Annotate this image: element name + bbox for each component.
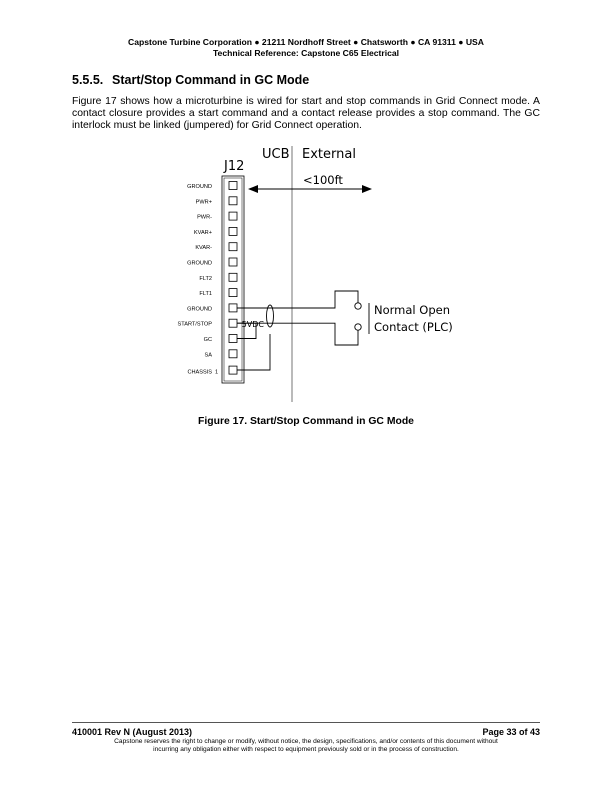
chassis-pin-number: 1 [215,369,219,376]
pin-label: START/STOP [177,321,212,328]
pin-terminal [229,258,237,266]
pin-label: PWR+ [195,199,212,206]
page-header [0,37,612,59]
pin-label: PWR- [197,214,212,221]
ucb-label: UCB [262,147,290,162]
footer-disclaimer-line2: incurring any obligation either with respect to equipment previously sold or in the process of construction. [153,746,459,754]
pin-terminal [229,335,237,343]
section-number: 5.5.5. [72,73,104,87]
pin-terminal [229,197,237,205]
contact-terminal-bottom [355,324,361,330]
pin-label: GROUND [187,260,212,267]
footer-disclaimer [72,738,540,754]
pin-label: FLT2 [199,275,212,282]
pin-label: GC [203,337,212,343]
pin-terminal [229,243,237,251]
pin-label: KVAR+ [193,229,212,236]
pin-terminal [229,319,237,327]
section-heading [72,73,309,87]
distance-label: <100ft [303,173,343,187]
pin-terminal [229,350,237,358]
footer-page-number: Page 33 of 43 [482,727,540,737]
pin-label: GROUND [187,184,212,190]
pin-terminal [229,366,237,374]
header-company-line: Capstone Turbine Corporation ● 21211 Nordhoff Street ● Chatsworth ● CA 91311 ● USA [128,37,484,47]
footer-doc-id: 410001 Rev N (August 2013) [72,727,193,737]
pin-label: CHASSIS [187,369,212,376]
pin-label: KVAR- [195,245,212,252]
section-title: Start/Stop Command in GC Mode [112,73,310,87]
pin-terminal [229,227,237,235]
contact-label-line1: Normal Open [374,303,450,317]
external-label: External [302,147,356,162]
connector-label: J12 [224,159,245,174]
pin-terminal [229,212,237,220]
pin-label: SA [204,352,212,359]
wiring-diagram [170,140,470,405]
pin-list [177,182,237,376]
footer-disclaimer-line1: Capstone reserves the right to change or modify, without notice, the design, specifications, and/or contents of this document without [114,738,498,745]
contact-label-line2: Contact (PLC) [374,320,453,334]
pin-terminal [229,182,237,190]
pin-terminal [229,289,237,297]
section-paragraph: Figure 17 shows how a microturbine is wired for start and stop commands in Grid Connect mode. A contact closure provides a start command and a contact release provides a stop command. The GC interlock must be linked (jumpered) for Grid Connect operation. [72,96,540,132]
header-reference-line: Technical Reference: Capstone C65 Electrical [212,48,400,58]
arrow-left-head [248,185,258,193]
arrow-right-head [362,185,372,193]
pin-label: FLT1 [199,291,212,298]
pin-terminal [229,304,237,312]
ground-wire [237,291,358,308]
voltage-label: 5VDC [241,320,264,329]
contact-terminal-top [355,303,361,309]
pin-terminal [229,273,237,281]
figure-caption: Figure 17. Start/Stop Command in GC Mode [198,416,414,427]
pin-label: GROUND [187,306,212,313]
footer-divider [72,722,540,723]
